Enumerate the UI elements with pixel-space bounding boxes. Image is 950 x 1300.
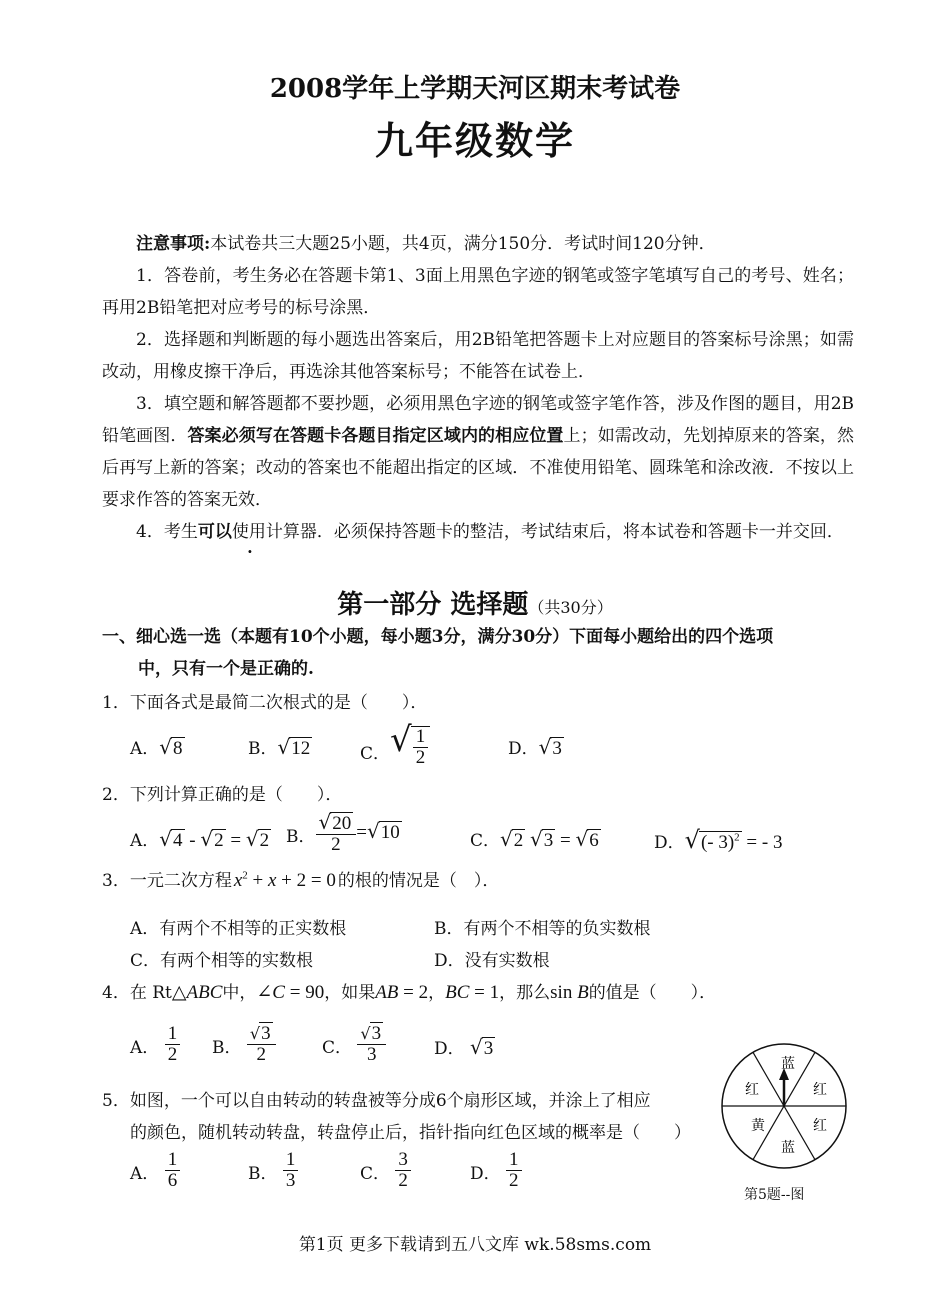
notice-item-3: 3．填空题和解答题都不要抄题，必须用黑色字迹的钢笔或签字笔作答，涉及作图的题目，用2B铅笔画图．答案必须写在答题卡各题目指定区域内的相应位置上；如需改动，先划掉原来的答案，然后再写上新的答案；改动的答案也不能超出指定的区域．不准使用铅笔、圆珠笔和涂改液．不按以上要求作答的答案无效． <box>102 394 855 510</box>
q3-option-b: B．有两个不相等的负实数根 <box>434 919 651 939</box>
q5-stem-line1: 5．如图，一个可以自由转动的转盘被等分成6个扇形区域，并涂上了相应 <box>102 1091 651 1111</box>
page-footer: 第1页 更多下载请到五八文库 wk.58sms.com <box>298 1235 652 1255</box>
section-title: 第一部分 选择题（共30分） <box>337 590 613 620</box>
notice-intro: 注意事项:本试卷共三大题25小题，共4页，满分150分．考试时间120分钟． <box>136 234 716 254</box>
spinner-label-bottom-right: 红 <box>813 1118 827 1134</box>
q2-option-b: B． $\frac{√20}{2}$ =√10 <box>286 810 400 855</box>
notice-item-1: 1．答卷前，考生务必在答题卡第1、3面上用黑色字迹的钢笔或签字笔填写自己的考号、姓名；再用2B铅笔把对应考号的标号涂黑． <box>102 266 854 318</box>
q5-option-b: B． $\frac{1}{3}$ <box>248 1150 298 1191</box>
part1-heading-cont: 中，只有一个是正确的. <box>138 659 314 679</box>
q2-option-c: C．√2 √3 = √6 <box>470 827 599 851</box>
q4-option-a: A． $\frac{1}{2}$ <box>130 1024 180 1065</box>
spinner-label-top-right: 红 <box>813 1082 827 1098</box>
notice-item-2: 2．选择题和判断题的每小题选出答案后，用2B铅笔把答题卡上对应题目的答案标号涂黑；如需改动，用橡皮擦干净后，再选涂其他答案标号；不能答在试卷上． <box>102 330 854 382</box>
q3-option-a: A．有两个不相等的正实数根 <box>130 919 347 939</box>
spinner-label-bottom-left: 黄 <box>751 1118 765 1134</box>
q4-option-d: D． √3 <box>434 1035 494 1059</box>
spinner-label-top: 蓝 <box>781 1056 795 1072</box>
q4-option-c: C． $\frac{√3}{3}$ <box>322 1024 386 1065</box>
q4-stem: 4．在 Rt△ABC中，∠C = 90，如果AB = 2，BC = 1，那么sin B的值是（ ）． <box>102 982 717 1003</box>
notice-label: 注意事项: <box>136 234 211 254</box>
q5-stem-line2: 的颜色，随机转动转盘，转盘停止后，指针指向红色区域的概率是（ ） <box>130 1123 691 1143</box>
spinner-label-bottom: 蓝 <box>781 1140 795 1156</box>
q1-option-d: D．√3 <box>508 735 562 759</box>
q2-stem: 2．下列计算正确的是（ ）． <box>102 785 343 805</box>
q5-option-d: D． $\frac{1}{2}$ <box>470 1150 522 1191</box>
part1-heading: 一、细心选一选（本题有10个小题，每小题3分，满分30分）下面每小题给出的四个选项 <box>102 627 774 647</box>
spinner-figure <box>718 1040 858 1180</box>
q3-option-c: C．有两个相等的实数根 <box>130 951 314 971</box>
notice-item-4: 4．考生可以 ·使用计算器．必须保持答题卡的整洁，考试结束后，将本试卷和答题卡一并交回． <box>102 516 854 548</box>
q1-option-a: A．√8 <box>130 735 183 759</box>
q3-option-d: D．没有实数根 <box>434 951 550 971</box>
spinner-label-top-left: 红 <box>745 1082 759 1098</box>
q3-stem: 3．一元二次方程 $x^2 + x + 2 = 0$ 的根的情况是（ ）． <box>102 869 500 891</box>
q1-option-b: B．√12 <box>248 735 311 759</box>
q2-option-a: A．√4 - √2 = √2 <box>130 827 270 851</box>
q4-option-b: B． $\frac{√3}{2}$ <box>212 1024 276 1065</box>
q5-option-a: A． $\frac{1}{6}$ <box>130 1150 180 1191</box>
exam-title: 2008学年上学期天河区期末考试卷 <box>269 74 681 104</box>
q5-option-c: C． $\frac{3}{2}$ <box>360 1150 411 1191</box>
q1-option-c: C．√ $\frac{1}{2}$ <box>360 720 430 768</box>
figure-caption: 第5题--图 <box>744 1187 805 1203</box>
subject-title: 九年级数学 <box>374 118 575 163</box>
q1-stem: 1．下面各式是最简二次根式的是（ ）． <box>102 693 428 713</box>
q2-option-d: D．√(- 3)$^2$ = - 3 <box>654 826 783 854</box>
